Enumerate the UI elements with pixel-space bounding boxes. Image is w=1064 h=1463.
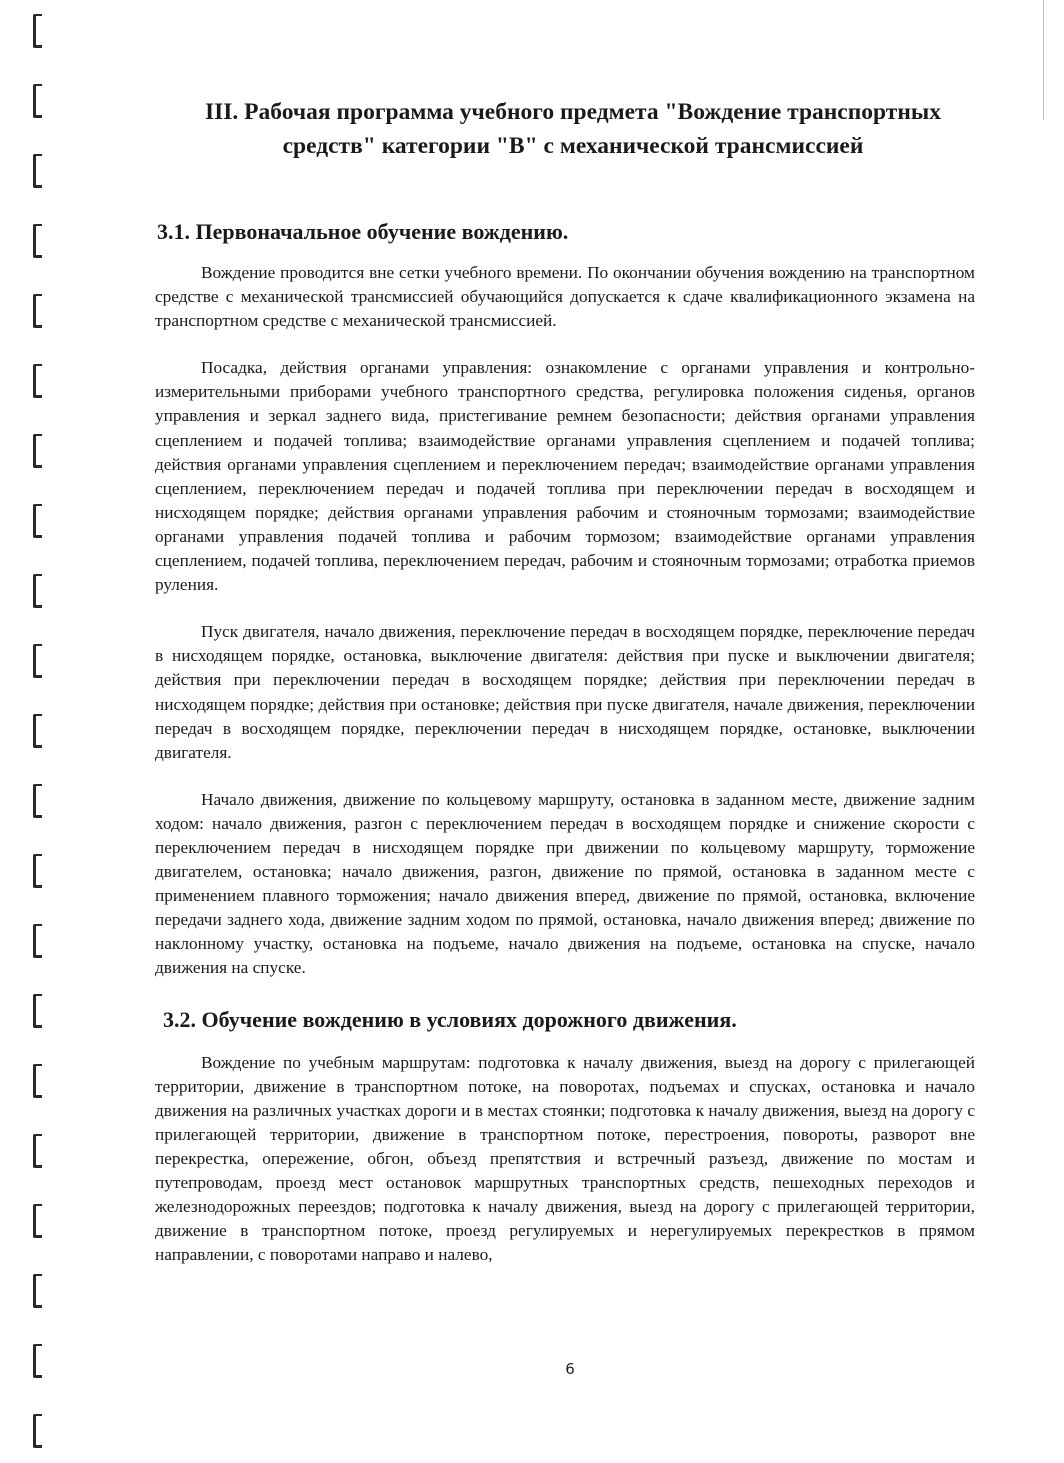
binding-ring bbox=[33, 294, 42, 328]
binding-ring bbox=[33, 1134, 42, 1168]
binding-ring bbox=[33, 1274, 42, 1308]
binding-ring bbox=[33, 224, 42, 258]
paragraph: Начало движения, движение по кольцевому маршруту, остановка в заданном месте, движение задним ходом: начало движения, разгон с переключением передач в восходящем порядке и снижение скорости с переключением передач в нисходящем порядке при движении по кольцевому маршруту, торможение двигателем, остановка; начало движения, разгон, движение по прямой, остановка в заданном месте с применением плавного торможения; начало движения вперед, движение по прямой, остановка, включение передачи заднего хода, движение задним ходом по прямой, остановка, начало движения вперед; движение по наклонному участку, остановка на подъеме, начало движения на подъеме, остановка на спуске, начало движения на спуске. bbox=[155, 789, 975, 978]
paragraph: Вождение проводится вне сетки учебного времени. По окончании обучения вождению на транспортном средстве с механической трансмиссией обучающийся допускается к сдаче квалификационного экзамена на транспортном средстве с механической трансмиссией. bbox=[155, 263, 975, 331]
binding-ring bbox=[33, 364, 42, 398]
binding-ring bbox=[33, 924, 42, 958]
binding-ring bbox=[33, 1204, 42, 1238]
page-title: III. Рабочая программа учебного предмета "Вождение транспортных средств" категории "В" с механической трансмиссией bbox=[205, 99, 941, 159]
document-page bbox=[155, 95, 975, 1267]
binding-ring bbox=[33, 84, 42, 118]
binding-ring bbox=[33, 1064, 42, 1098]
binding-ring bbox=[33, 784, 42, 818]
paragraph: Вождение по учебным маршрутам: подготовка к началу движения, выезд на дорогу с прилегающей территории, движение в транспортном потоке, на поворотах, подъемах и спусках, остановка и начало движения на различных участках дороги и в местах стоянки; подготовка к началу движения, выезд на дорогу с прилегающей территории, движение в транспортном потоке, перестроения, повороты, разворот вне перекрестка, опережение, обгон, объезд препятствия и встречный разъезд, движение по мостам и путепроводам, проезд мест остановок маршрутных транспортных средств, пешеходных переходов и железнодорожных переездов; подготовка к началу движения, выезд на дорогу с прилегающей территории, движение в транспортном потоке, проезд регулируемых и нерегулируемых перекрестков в прямом направлении, с поворотами направо и налево, bbox=[155, 1052, 975, 1265]
page-edge bbox=[1043, 0, 1044, 120]
binding-ring bbox=[33, 994, 42, 1028]
paragraph: Посадка, действия органами управления: ознакомление с органами управления и контрольно-измерительными приборами учебного транспортного средства, регулировка положения сиденья, органов управления и зеркал заднего вида, пристегивание ремнем безопасности; действия органами управления сцеплением и подачей топлива; взаимодействие органами управления сцеплением и подачей топлива; действия органами управления сцеплением и переключением передач; взаимодействие органами управления сцеплением, переключением передач и подачей топлива при переключении передач в восходящем и нисходящем порядке; действия органами управления рабочим и стояночным тормозами; взаимодействие органами управления подачей топлива и рабочим тормозом; взаимодействие органами управления сцеплением, подачей топлива, переключением передач, рабочим и стояночным тормозами; отработка приемов руления. bbox=[155, 358, 975, 595]
page-number: 6 bbox=[565, 1360, 575, 1378]
binding-ring bbox=[33, 504, 42, 538]
spiral-binding bbox=[30, 0, 50, 1463]
binding-ring bbox=[33, 434, 42, 468]
binding-ring bbox=[33, 574, 42, 608]
binding-ring bbox=[33, 714, 42, 748]
binding-ring bbox=[33, 1414, 42, 1448]
paragraph: Пуск двигателя, начало движения, переключение передач в восходящем порядке, переключение передач в нисходящем порядке, остановка, выключение двигателя: действия при пуске и выключении двигателя; действия при переключении передач в восходящем порядке; действия при переключении передач в нисходящем порядке; действия при остановке; действия при пуске двигателя, начале движения, переключении передач в восходящем порядке, переключении передач в нисходящем порядке, остановке, выключении двигателя. bbox=[155, 622, 975, 762]
section-heading-3-1: 3.1. Первоначальное обучение вождению. bbox=[157, 219, 569, 244]
binding-ring bbox=[33, 14, 42, 48]
binding-ring bbox=[33, 154, 42, 188]
binding-ring bbox=[33, 854, 42, 888]
binding-ring bbox=[33, 644, 42, 678]
section-heading-3-2: 3.2. Обучение вождению в условиях дорожного движения. bbox=[163, 1006, 737, 1032]
